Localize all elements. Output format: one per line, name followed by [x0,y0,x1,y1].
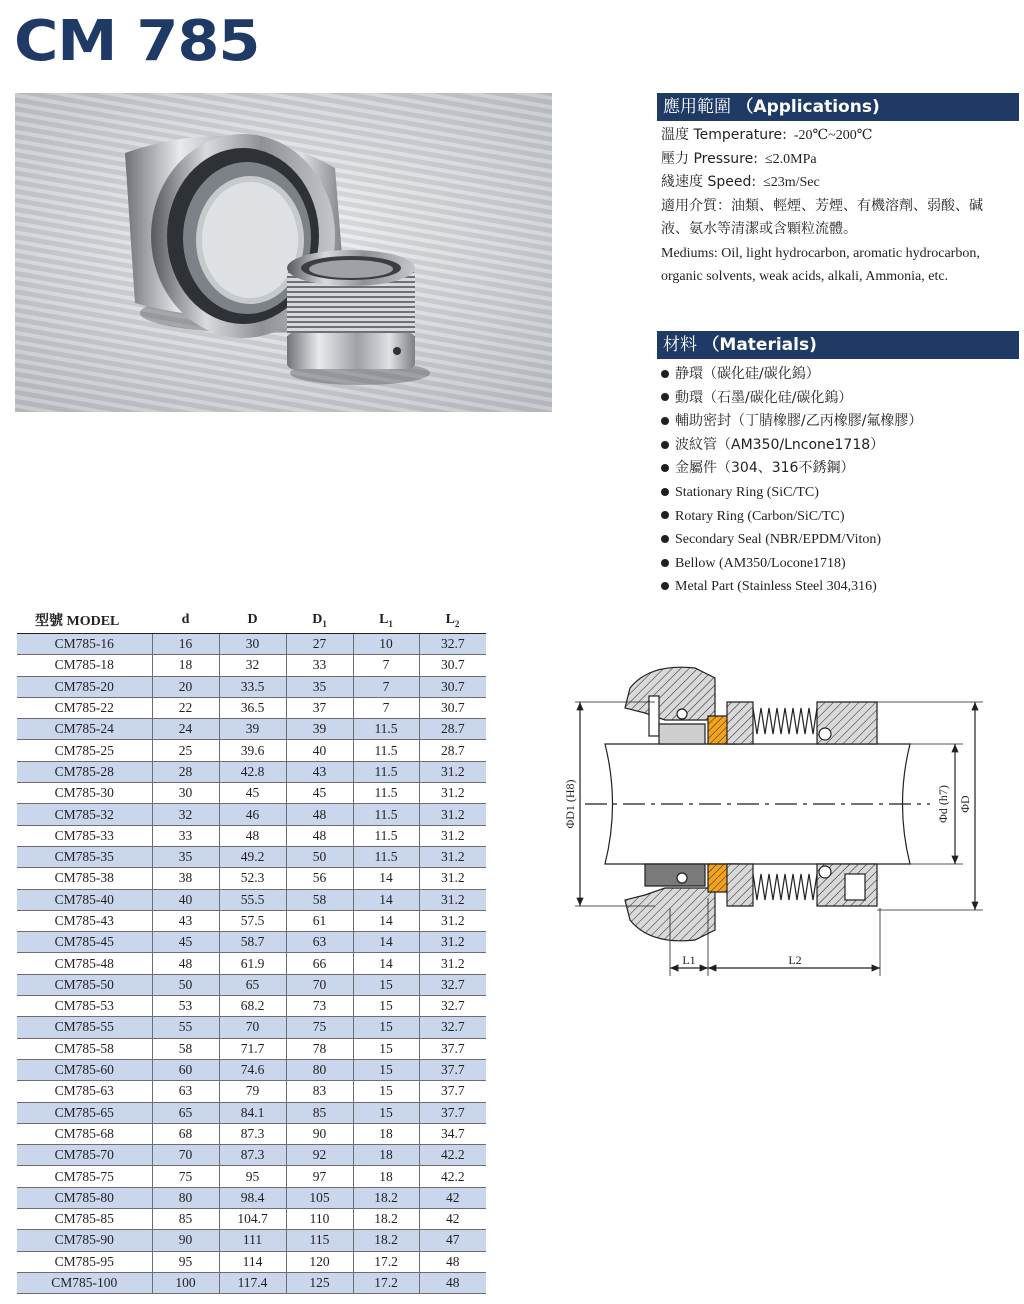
speed-value: ≤23m/Sec [763,175,820,190]
table-cell: 14 [353,868,419,889]
table-row [17,804,486,825]
table-row [17,1081,486,1102]
dimension-label-D: ΦD [958,795,972,813]
applications-content [661,124,1021,289]
table-cell: CM785-80 [17,1187,152,1208]
table-cell: 33 [286,655,353,676]
table-cell: 65 [219,974,286,995]
table-cell: 32.7 [419,996,486,1017]
table-cell: 15 [353,1038,419,1059]
list-item: Metal Part (Stainless Steel 304,316) [661,575,1021,599]
pressure-value: ≤2.0MPa [764,151,817,167]
table-cell: 38 [152,868,219,889]
table-cell: CM785-38 [17,868,152,889]
list-item: 輔助密封（丁腈橡膠/乙丙橡膠/氟橡膠） [661,410,1021,434]
table-cell: 17.2 [353,1272,419,1293]
table-cell: 42.2 [419,1145,486,1166]
bullet-icon [661,488,669,496]
table-cell: 7 [353,697,419,718]
table-cell: 32.7 [419,974,486,995]
table-cell: 31.2 [419,932,486,953]
table-cell: 117.4 [219,1272,286,1293]
table-cell: 17.2 [353,1251,419,1272]
bullet-icon [661,582,669,590]
table-row [17,953,486,974]
table-row [17,1230,486,1251]
table-cell: 15 [353,974,419,995]
table-cell: 75 [286,1017,353,1038]
table-cell: 22 [152,697,219,718]
table-cell: 15 [353,996,419,1017]
table-cell: 71.7 [219,1038,286,1059]
table-cell: CM785-75 [17,1166,152,1187]
table-cell: 79 [219,1081,286,1102]
table-cell: 55.5 [219,889,286,910]
table-cell: 56 [286,868,353,889]
page-title: CM 785 [14,9,260,74]
table-row [17,825,486,846]
table-cell: 31.2 [419,846,486,867]
table-cell: 60 [152,1059,219,1080]
table-cell: 18.2 [353,1209,419,1230]
table-cell: CM785-35 [17,846,152,867]
table-cell: 18 [152,655,219,676]
table-cell: 18 [353,1145,419,1166]
table-cell: 70 [219,1017,286,1038]
table-cell: 37.7 [419,1081,486,1102]
table-row [17,1017,486,1038]
table-cell: CM785-60 [17,1059,152,1080]
materials-heading-en: （Materials) [702,335,817,355]
table-cell: 63 [152,1081,219,1102]
table-cell: 18 [353,1123,419,1144]
table-cell: 48 [419,1272,486,1293]
table-cell: 75 [152,1166,219,1187]
table-cell: 97 [286,1166,353,1187]
bullet-icon [661,441,669,449]
list-item: 金屬件（304、316不銹鋼） [661,457,1021,481]
table-row [17,1209,486,1230]
table-cell: 37.7 [419,1038,486,1059]
table-row [17,1251,486,1272]
table-cell: 15 [353,1017,419,1038]
table-cell: 40 [152,889,219,910]
table-cell: CM785-25 [17,740,152,761]
table-row [17,697,486,718]
table-cell: 11.5 [353,846,419,867]
table-cell: 15 [353,1059,419,1080]
applications-heading-zh: 應用範圍 [663,97,731,117]
table-cell: 125 [286,1272,353,1293]
table-cell: CM785-85 [17,1209,152,1230]
dimension-label-l1: L1 [682,953,696,967]
table-cell: 50 [152,974,219,995]
table-cell: 32 [219,655,286,676]
list-item: 動環（石墨/碳化硅/碳化鎢） [661,387,1021,411]
table-cell: 87.3 [219,1145,286,1166]
table-header-cell: d [152,607,219,634]
table-cell: CM785-90 [17,1230,152,1251]
table-cell: 28.7 [419,719,486,740]
table-cell: 58.7 [219,932,286,953]
table-cell: CM785-65 [17,1102,152,1123]
table-cell: 80 [152,1187,219,1208]
table-cell: 31.2 [419,825,486,846]
table-cell: 37.7 [419,1059,486,1080]
table-cell: CM785-40 [17,889,152,910]
table-cell: 47 [419,1230,486,1251]
table-cell: 33.5 [219,676,286,697]
table-cell: 80 [286,1059,353,1080]
table-cell: 87.3 [219,1123,286,1144]
table-row [17,719,486,740]
table-cell: 74.6 [219,1059,286,1080]
table-cell: 48 [219,825,286,846]
table-row [17,783,486,804]
table-row [17,655,486,676]
table-cell: 28 [152,761,219,782]
mediums-zh: 適用介質：油類、輕煙、芳煙、有機溶劑、弱酸、碱液、氨水等清潔或含顆粒流體。 [661,197,983,237]
table-cell: 70 [286,974,353,995]
table-row [17,761,486,782]
table-row [17,932,486,953]
table-cell: CM785-50 [17,974,152,995]
bullet-icon [661,464,669,472]
table-row [17,1123,486,1144]
table-cell: 42.8 [219,761,286,782]
table-cell: 43 [152,910,219,931]
table-cell: 11.5 [353,761,419,782]
table-header-cell: $L_2$ [419,607,486,634]
product-photo [15,93,552,412]
table-row [17,889,486,910]
table-cell: 15 [353,1102,419,1123]
table-cell: CM785-22 [17,697,152,718]
temperature-label: 溫度 Temperature: [661,127,787,143]
dimension-label-d: Φd (h7) [936,785,950,823]
table-cell: 37.7 [419,1102,486,1123]
table-cell: 43 [286,761,353,782]
table-cell: CM785-45 [17,932,152,953]
table-cell: 53 [152,996,219,1017]
table-cell: CM785-33 [17,825,152,846]
table-cell: 35 [152,846,219,867]
table-cell: 68.2 [219,996,286,1017]
table-cell: 63 [286,932,353,953]
table-row [17,1187,486,1208]
table-cell: 42.2 [419,1166,486,1187]
table-row [17,996,486,1017]
table-cell: CM785-63 [17,1081,152,1102]
table-cell: 58 [152,1038,219,1059]
table-cell: CM785-48 [17,953,152,974]
table-cell: CM785-55 [17,1017,152,1038]
table-row [17,1272,486,1293]
table-cell: 34.7 [419,1123,486,1144]
table-cell: 31.2 [419,910,486,931]
table-cell: 42 [419,1209,486,1230]
table-cell: 18.2 [353,1230,419,1251]
list-item: Bellow (AM350/Locone1718) [661,552,1021,576]
pressure-label: 壓力 Pressure: [661,150,758,167]
table-cell: 14 [353,889,419,910]
bullet-icon [661,417,669,425]
table-cell: 48 [152,953,219,974]
table-cell: 16 [152,634,219,655]
table-cell: 14 [353,953,419,974]
table-cell: 42 [419,1187,486,1208]
materials-heading-zh: 材料 [663,335,697,355]
table-cell: 73 [286,996,353,1017]
materials-list [661,363,1021,599]
table-cell: 48 [286,825,353,846]
table-cell: 32 [152,804,219,825]
table-cell: 58 [286,889,353,910]
table-cell: 11.5 [353,804,419,825]
table-cell: 27 [286,634,353,655]
table-header-cell: $D_1$ [286,607,353,634]
table-cell: CM785-30 [17,783,152,804]
table-cell: 61.9 [219,953,286,974]
table-cell: 18 [353,1166,419,1187]
table-cell: 45 [286,783,353,804]
table-cell: 11.5 [353,825,419,846]
table-cell: 14 [353,910,419,931]
table-header-cell: D [219,607,286,634]
table-cell: 45 [219,783,286,804]
bullet-icon [661,393,669,401]
materials-heading [657,331,1019,359]
table-cell: 45 [152,932,219,953]
table-cell: 48 [419,1251,486,1272]
table-cell: 49.2 [219,846,286,867]
table-row [17,1102,486,1123]
table-header-cell: $L_1$ [353,607,419,634]
table-header-cell: 型號 MODEL [17,607,152,634]
table-row [17,846,486,867]
seal-cross-section-diagram [555,658,995,988]
table-cell: 90 [286,1123,353,1144]
table-cell: 7 [353,676,419,697]
table-cell: 85 [152,1209,219,1230]
diagram-drawing [575,667,983,976]
table-cell: 32.7 [419,1017,486,1038]
table-header-row [17,607,486,634]
table-cell: 98.4 [219,1187,286,1208]
table-cell: 90 [152,1230,219,1251]
table-cell: CM785-24 [17,719,152,740]
table-cell: CM785-53 [17,996,152,1017]
table-cell: 30 [219,634,286,655]
table-cell: CM785-20 [17,676,152,697]
table-cell: 39 [286,719,353,740]
table-cell: CM785-100 [17,1272,152,1293]
table-cell: 70 [152,1145,219,1166]
table-cell: 111 [219,1230,286,1251]
table-row [17,910,486,931]
table-cell: 105 [286,1187,353,1208]
list-item: Secondary Seal (NBR/EPDM/Viton) [661,528,1021,552]
table-cell: CM785-68 [17,1123,152,1144]
temperature-value: -20℃~200℃ [793,128,873,143]
table-cell: 20 [152,676,219,697]
bullet-icon [661,370,669,378]
applications-heading-en: （Applications) [736,97,880,117]
table-cell: 104.7 [219,1209,286,1230]
table-row [17,868,486,889]
table-cell: 115 [286,1230,353,1251]
table-row [17,634,486,655]
table-cell: 100 [152,1272,219,1293]
table-cell: 57.5 [219,910,286,931]
table-cell: 33 [152,825,219,846]
table-cell: 10 [353,634,419,655]
table-cell: 31.2 [419,868,486,889]
spec-table [17,607,486,1294]
table-cell: 84.1 [219,1102,286,1123]
table-cell: 35 [286,676,353,697]
table-cell: 92 [286,1145,353,1166]
table-cell: 120 [286,1251,353,1272]
bullet-icon [661,535,669,543]
table-row [17,974,486,995]
table-row [17,1145,486,1166]
table-cell: CM785-32 [17,804,152,825]
table-cell: 15 [353,1081,419,1102]
table-cell: 46 [219,804,286,825]
table-cell: 32.7 [419,634,486,655]
table-cell: 65 [152,1102,219,1123]
table-cell: 31.2 [419,889,486,910]
speed-label: 綫速度 Speed: [661,174,757,190]
table-cell: 30.7 [419,676,486,697]
table-cell: 85 [286,1102,353,1123]
table-cell: 31.2 [419,783,486,804]
table-cell: CM785-28 [17,761,152,782]
table-cell: 68 [152,1123,219,1144]
table-cell: 31.2 [419,804,486,825]
table-cell: 31.2 [419,761,486,782]
table-cell: 61 [286,910,353,931]
dimension-label-l2: L2 [788,953,802,967]
table-cell: CM785-58 [17,1038,152,1059]
bullet-icon [661,559,669,567]
table-cell: 7 [353,655,419,676]
table-cell: 95 [219,1166,286,1187]
dimension-label-d1: ΦD1 (H8) [563,779,577,829]
table-cell: 36.5 [219,697,286,718]
table-cell: CM785-16 [17,634,152,655]
table-cell: CM785-70 [17,1145,152,1166]
list-item: Rotary Ring (Carbon/SiC/TC) [661,505,1021,529]
table-cell: 55 [152,1017,219,1038]
table-cell: 48 [286,804,353,825]
table-cell: 31.2 [419,953,486,974]
table-cell: 11.5 [353,783,419,804]
table-cell: 95 [152,1251,219,1272]
table-cell: 78 [286,1038,353,1059]
table-cell: CM785-18 [17,655,152,676]
table-cell: 37 [286,697,353,718]
table-cell: 30 [152,783,219,804]
table-row [17,1166,486,1187]
table-cell: CM785-43 [17,910,152,931]
table-cell: 114 [219,1251,286,1272]
table-cell: 24 [152,719,219,740]
applications-heading [657,93,1019,121]
list-item: 波紋管（AM350/Lncone1718） [661,434,1021,458]
table-cell: 25 [152,740,219,761]
table-cell: 11.5 [353,719,419,740]
table-cell: 40 [286,740,353,761]
table-cell: 39.6 [219,740,286,761]
bullet-icon [661,511,669,519]
table-cell: 14 [353,932,419,953]
table-cell: 50 [286,846,353,867]
table-cell: 110 [286,1209,353,1230]
mediums-en: Mediums: Oil, light hydrocarbon, aromatic hydrocarbon, organic solvents, weak acids, alkali, Ammonia, etc. [661,245,980,284]
table-row [17,1038,486,1059]
list-item: Stationary Ring (SiC/TC) [661,481,1021,505]
table-cell: 39 [219,719,286,740]
table-cell: 28.7 [419,740,486,761]
table-row [17,676,486,697]
table-body [17,634,486,1294]
table-row [17,740,486,761]
table-cell: 18.2 [353,1187,419,1208]
table-cell: 83 [286,1081,353,1102]
table-cell: 30.7 [419,655,486,676]
table-cell: 11.5 [353,740,419,761]
table-cell: 30.7 [419,697,486,718]
list-item: 静環（碳化硅/碳化鎢） [661,363,1021,387]
table-cell: CM785-95 [17,1251,152,1272]
table-cell: 66 [286,953,353,974]
table-row [17,1059,486,1080]
table-cell: 52.3 [219,868,286,889]
